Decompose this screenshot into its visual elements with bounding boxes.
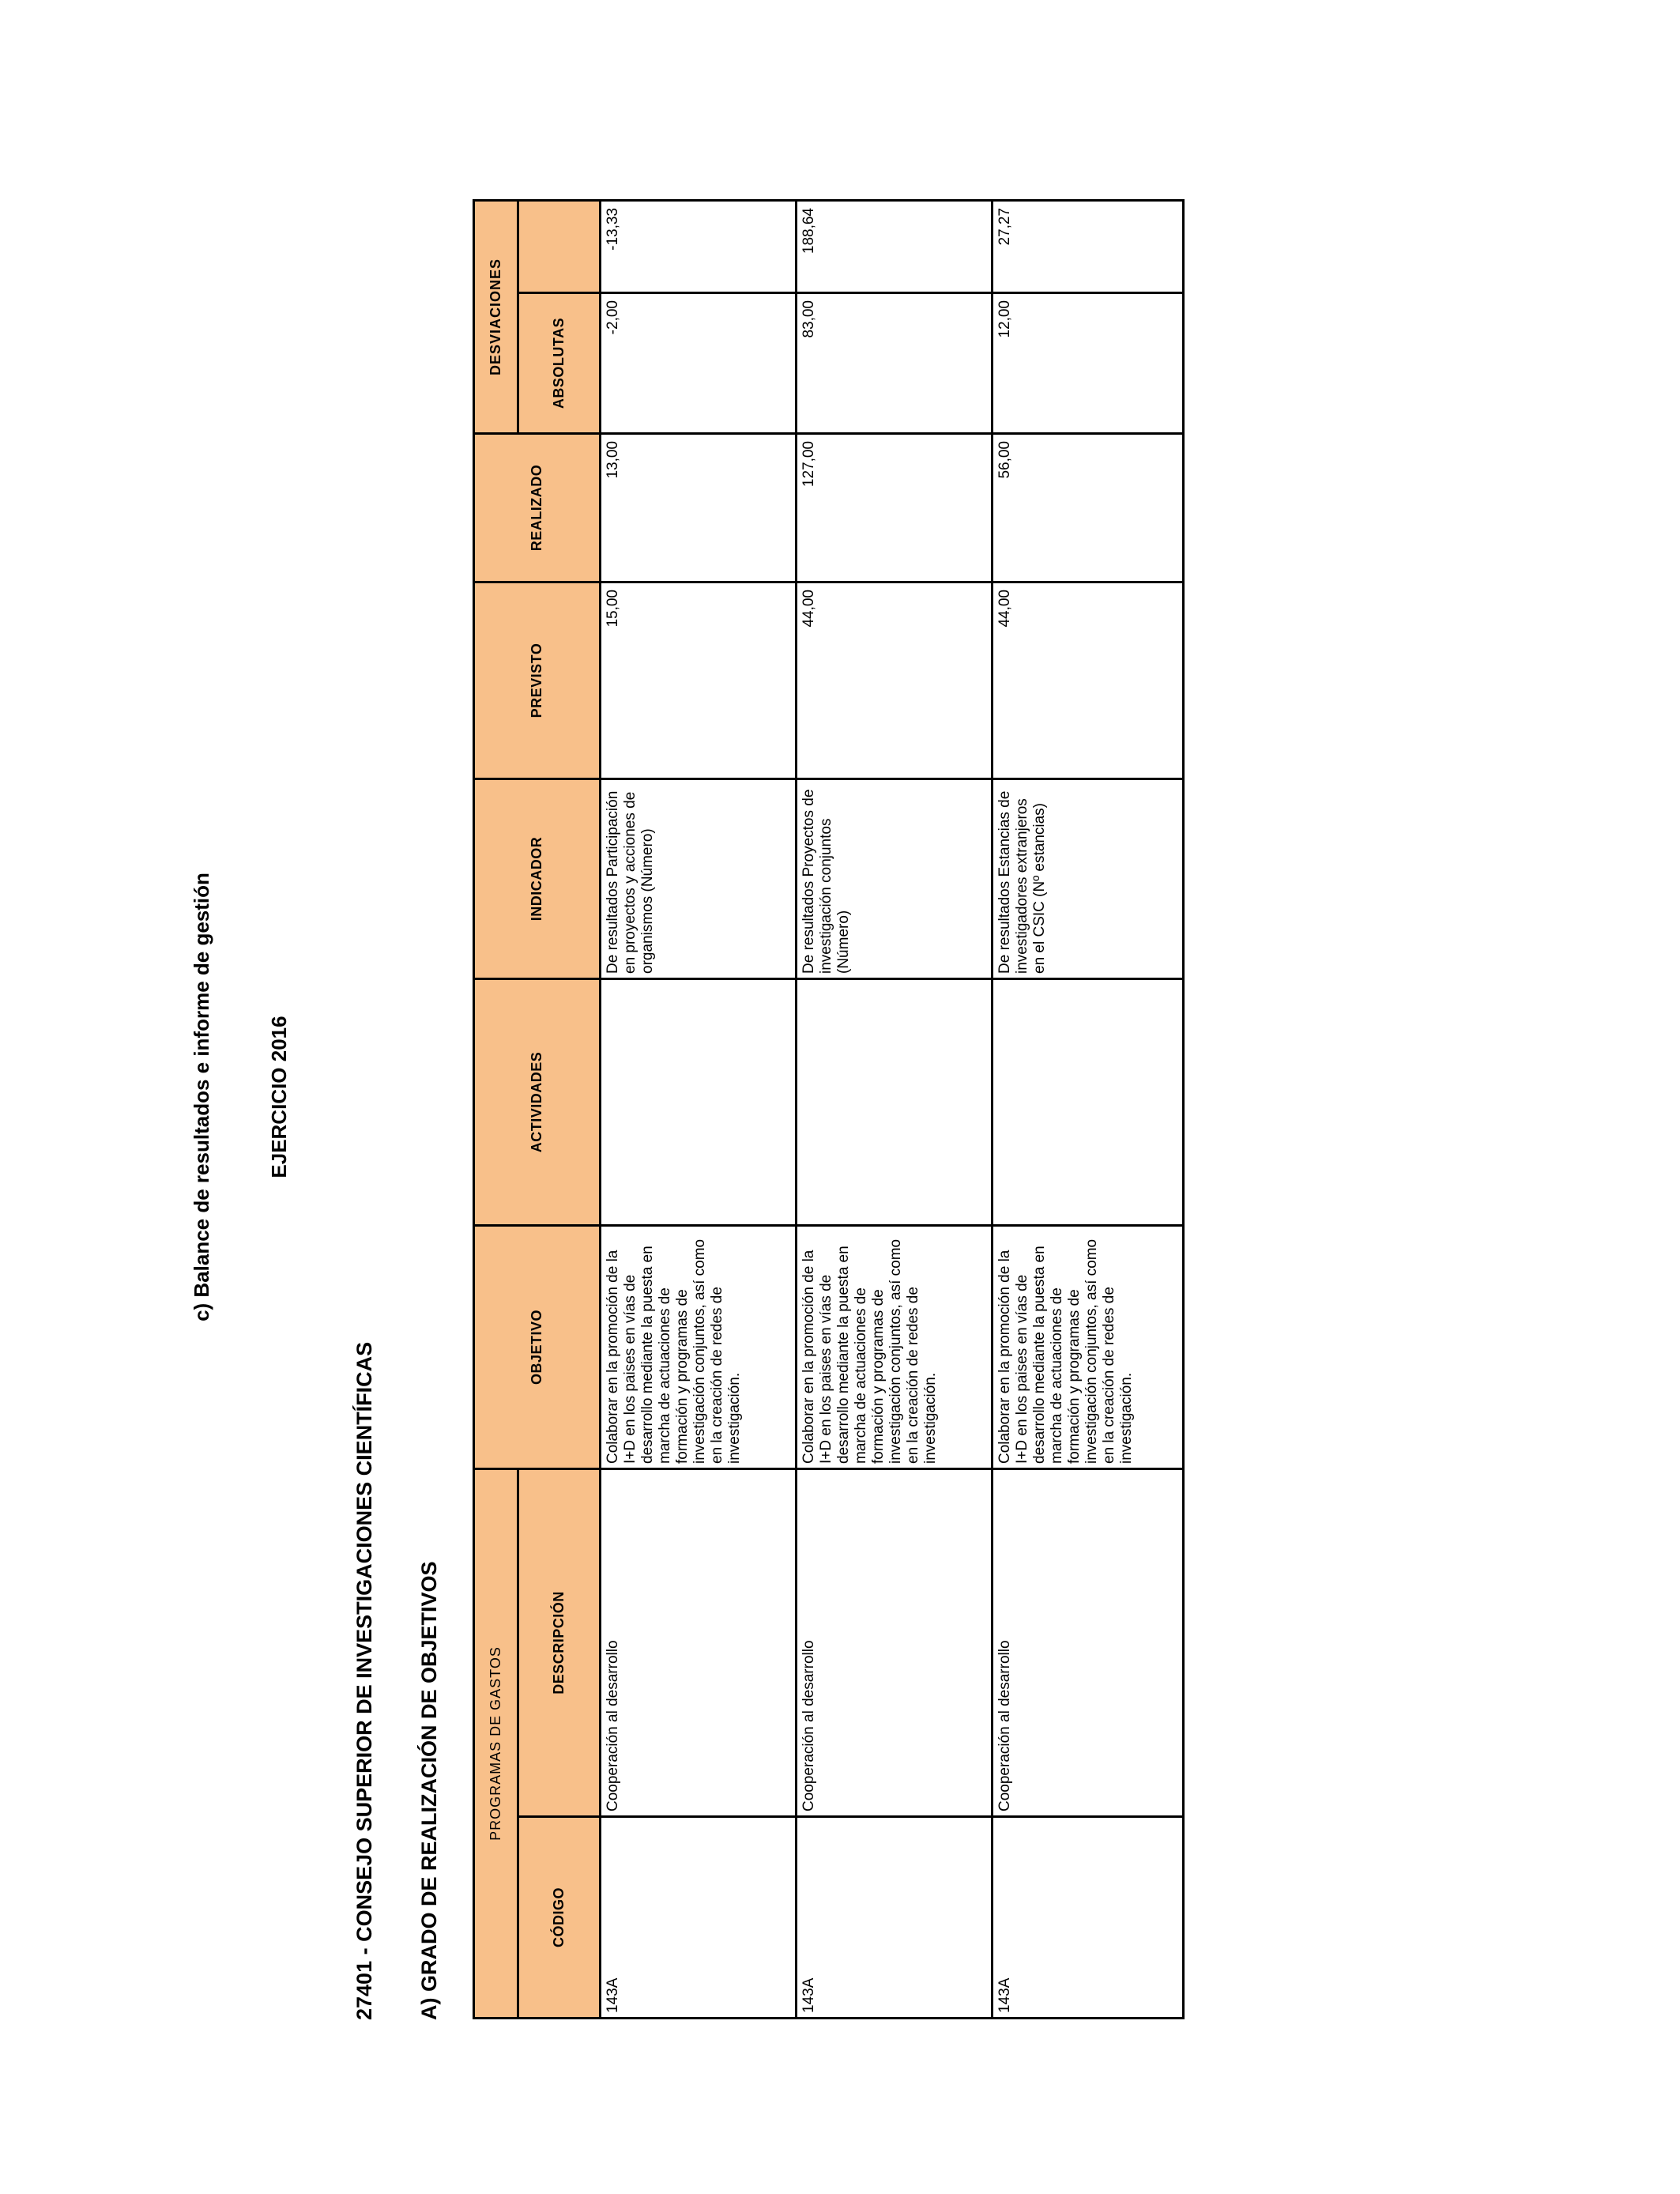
header-relativas — [518, 201, 601, 293]
header-descripcion: DESCRIPCIÓN — [518, 1469, 601, 1817]
cell-actividades — [993, 979, 1184, 1226]
header-previsto: PREVISTO — [474, 582, 601, 779]
cell-relativas: 27,27 — [993, 201, 1184, 293]
cell-indicador: De resultados Proyectos de investigación conjuntos (Número) — [797, 779, 993, 979]
header-objetivo: OBJETIVO — [474, 1226, 601, 1469]
cell-relativas: -13,33 — [601, 201, 797, 293]
cell-objetivo: Colaborar en la promoción de la I+D en los paises en vías de desarrollo mediante la puesta en marcha de actuaciones de formación y programas de investigación conjuntos, así como en la creación de redes de investigación. — [797, 1226, 993, 1469]
header-indicador: INDICADOR — [474, 779, 601, 979]
cell-indicador: De resultados Participación en proyectos y acciones de organismos (Número) — [601, 779, 797, 979]
cell-relativas: 188,64 — [797, 201, 993, 293]
table-row — [601, 201, 797, 2019]
objectives-table — [473, 199, 1185, 2019]
cell-objetivo: Colaborar en la promoción de la I+D en los paises en vías de desarrollo mediante la puesta en marcha de actuaciones de formación y programas de investigación conjuntos, así como en la creación de redes de investigación. — [993, 1226, 1184, 1469]
cell-indicador: De resultados Estancias de investigadores extranjeros en el CSIC (Nº estancias) — [993, 779, 1184, 979]
cell-realizado: 127,00 — [797, 434, 993, 582]
table-row — [993, 201, 1184, 2019]
header-codigo: CÓDIGO — [518, 1817, 601, 2019]
cell-previsto: 44,00 — [797, 582, 993, 779]
main-title: c) Balance de resultados e informe de gestión — [190, 873, 213, 1321]
cell-absolutas: 12,00 — [993, 293, 1184, 434]
header-absolutas: ABSOLUTAS — [518, 293, 601, 434]
table-row — [797, 201, 993, 2019]
exercise-title: EJERCICIO 2016 — [267, 1016, 291, 1178]
cell-codigo: 143A — [601, 1817, 797, 2019]
organization-heading: 27401 - CONSEJO SUPERIOR DE INVESTIGACIONES CIENTÍFICAS — [352, 1341, 376, 2020]
cell-descripcion: Cooperación al desarrollo — [601, 1469, 797, 1817]
cell-objetivo: Colaborar en la promoción de la I+D en los paises en vías de desarrollo mediante la puesta en marcha de actuaciones de formación y programas de investigación conjuntos, así como en la creación de redes de investigación. — [601, 1226, 797, 1469]
cell-descripcion: Cooperación al desarrollo — [797, 1469, 993, 1817]
section-heading: A) GRADO DE REALIZACIÓN DE OBJETIVOS — [417, 1561, 441, 2020]
cell-previsto: 44,00 — [993, 582, 1184, 779]
cell-absolutas: -2,00 — [601, 293, 797, 434]
cell-codigo: 143A — [797, 1817, 993, 2019]
cell-realizado: 56,00 — [993, 434, 1184, 582]
cell-codigo: 143A — [993, 1817, 1184, 2019]
header-actividades: ACTIVIDADES — [474, 979, 601, 1226]
cell-actividades — [797, 979, 993, 1226]
cell-absolutas: 83,00 — [797, 293, 993, 434]
group-header-programas: PROGRAMAS DE GASTOS — [474, 1469, 518, 2019]
cell-actividades — [601, 979, 797, 1226]
group-header-desviaciones: DESVIACIONES — [474, 201, 518, 434]
cell-realizado: 13,00 — [601, 434, 797, 582]
cell-descripcion: Cooperación al desarrollo — [993, 1469, 1184, 1817]
header-realizado: REALIZADO — [474, 434, 601, 582]
cell-previsto: 15,00 — [601, 582, 797, 779]
